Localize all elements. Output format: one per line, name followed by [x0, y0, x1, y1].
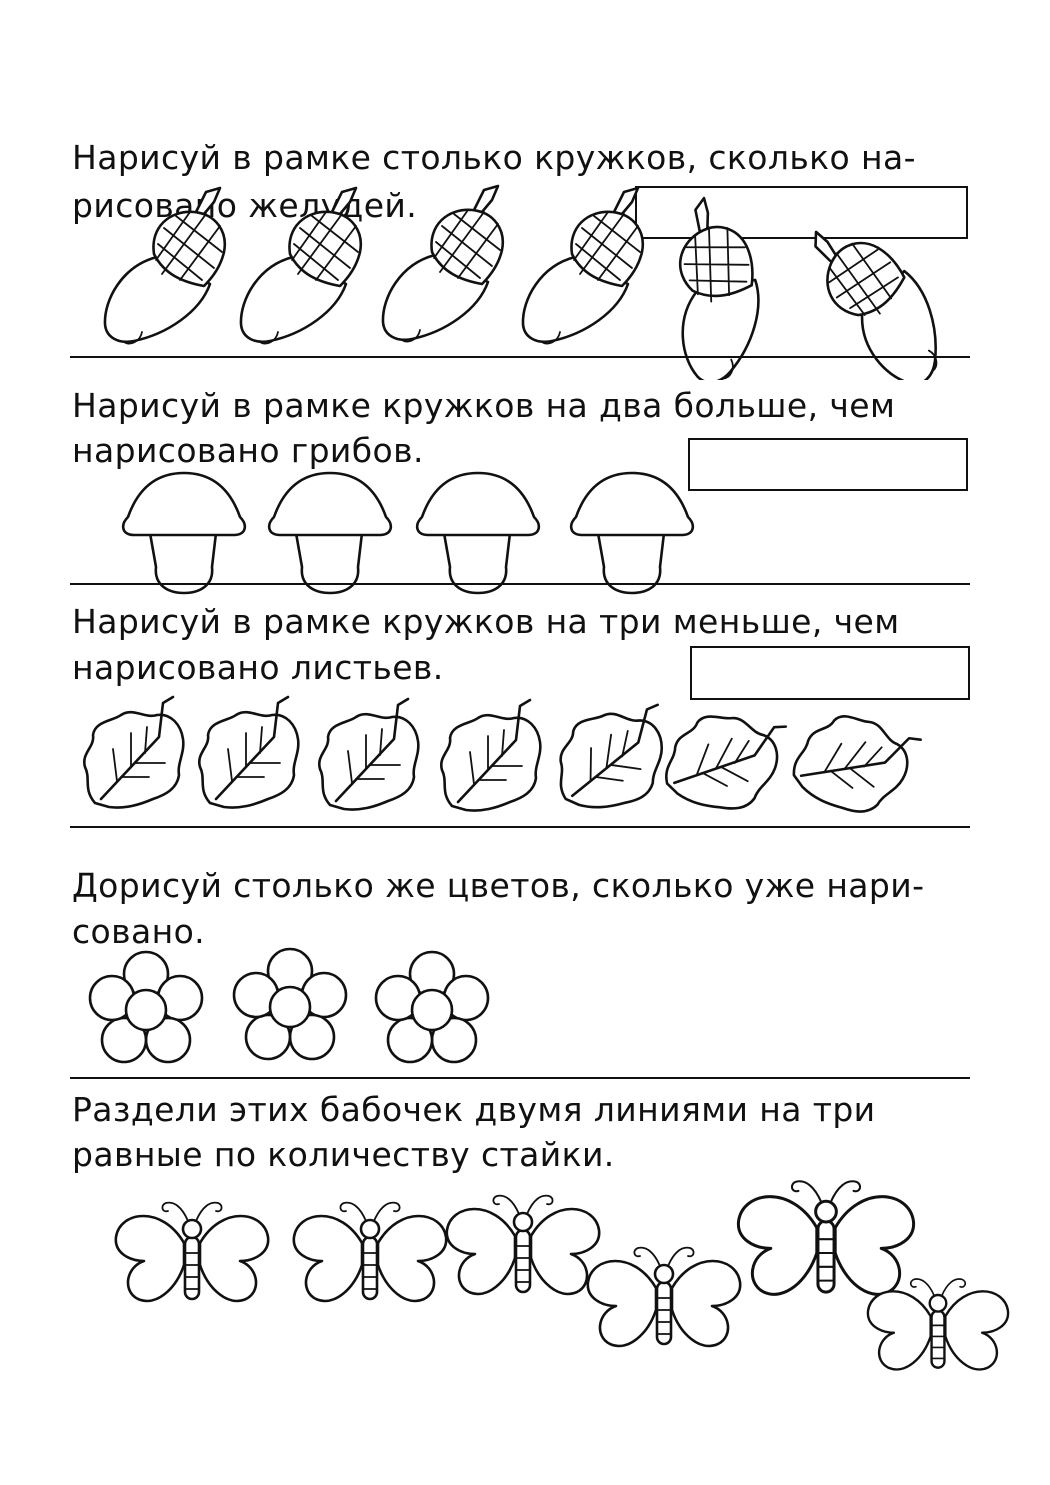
task-text-line: рисовано желудей.	[72, 186, 418, 225]
task-text-line: Нарисуй в рамке столько кружков, сколько на-	[72, 138, 916, 177]
butterfly-icon	[294, 1203, 446, 1301]
task-text-line: нарисовано листьев.	[72, 648, 444, 687]
task-text-line: нарисовано грибов.	[72, 431, 424, 470]
butterfly-icon	[116, 1203, 268, 1301]
task-text-line: Нарисуй в рамке кружков на три меньше, чем	[72, 602, 900, 641]
task-text-line: Раздели этих бабочек двумя линиями на три	[72, 1090, 876, 1129]
task-text-line: совано.	[72, 912, 206, 951]
task-text-line: Дорисуй столько же цветов, сколько уже нари-	[72, 866, 925, 905]
butterfly-icon	[447, 1196, 599, 1294]
task-text-line: Нарисуй в рамке кружков на два больше, чем	[72, 386, 896, 425]
butterfly-icon	[738, 1181, 913, 1294]
butterfly-icon	[588, 1248, 740, 1346]
butterfly-icon	[868, 1279, 1008, 1369]
task-text-line: равные по количеству стайки.	[72, 1135, 615, 1174]
